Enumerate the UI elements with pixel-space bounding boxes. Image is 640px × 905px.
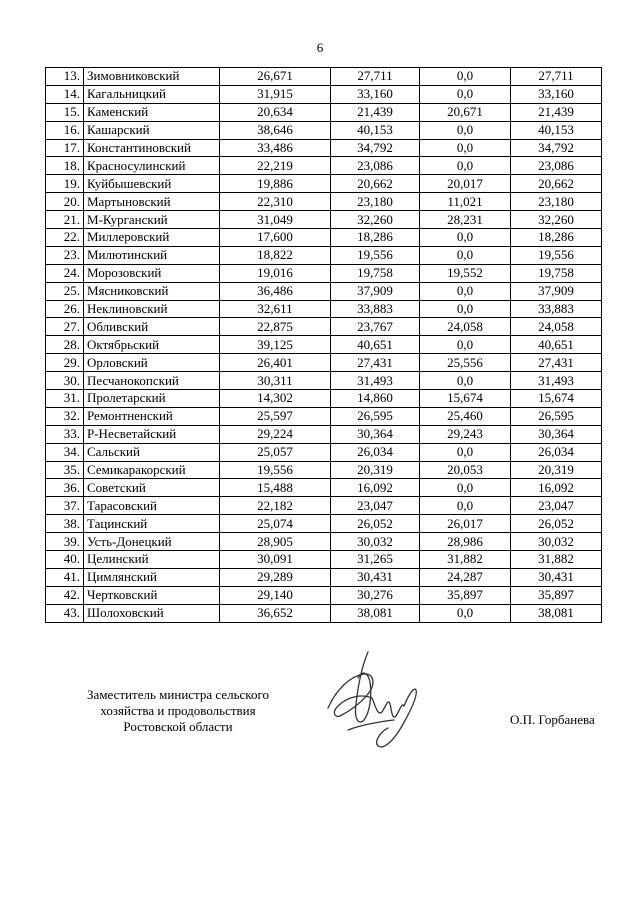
district-name: Шолоховский: [84, 604, 220, 622]
table-row: [46, 604, 602, 622]
row-number: 16.: [46, 121, 84, 139]
district-name: Тарасовский: [84, 497, 220, 515]
value-cell: 25,074: [220, 515, 331, 533]
row-number: 29.: [46, 354, 84, 372]
value-cell: 20,017: [420, 175, 511, 193]
table-row: [46, 246, 602, 264]
value-cell: 38,081: [511, 604, 602, 622]
value-cell: 25,460: [420, 407, 511, 425]
value-cell: 21,439: [511, 103, 602, 121]
district-name: Целинский: [84, 551, 220, 569]
value-cell: 26,595: [331, 407, 420, 425]
district-name: Красносулинский: [84, 157, 220, 175]
value-cell: 32,611: [220, 300, 331, 318]
district-name: Октябрьский: [84, 336, 220, 354]
value-cell: 21,439: [331, 103, 420, 121]
value-cell: 29,140: [220, 586, 331, 604]
district-name: Орловский: [84, 354, 220, 372]
value-cell: 30,276: [331, 586, 420, 604]
value-cell: 31,882: [420, 551, 511, 569]
value-cell: 16,092: [511, 479, 602, 497]
value-cell: 33,883: [331, 300, 420, 318]
row-number: 36.: [46, 479, 84, 497]
district-name: Усть-Донецкий: [84, 533, 220, 551]
value-cell: 20,319: [331, 461, 420, 479]
value-cell: 0,0: [420, 479, 511, 497]
value-cell: 19,556: [331, 246, 420, 264]
value-cell: 19,886: [220, 175, 331, 193]
value-cell: 33,160: [511, 85, 602, 103]
row-number: 26.: [46, 300, 84, 318]
value-cell: 20,671: [420, 103, 511, 121]
row-number: 14.: [46, 85, 84, 103]
row-number: 27.: [46, 318, 84, 336]
row-number: 21.: [46, 211, 84, 229]
district-name: Цимлянский: [84, 568, 220, 586]
page-number: 6: [316, 40, 324, 55]
value-cell: 31,493: [511, 372, 602, 390]
value-cell: 34,792: [331, 139, 420, 157]
row-number: 19.: [46, 175, 84, 193]
table-row: [46, 157, 602, 175]
table-row: [46, 103, 602, 121]
value-cell: 16,092: [331, 479, 420, 497]
district-name: Кагальницкий: [84, 85, 220, 103]
value-cell: 37,909: [511, 282, 602, 300]
value-cell: 27,431: [331, 354, 420, 372]
row-number: 34.: [46, 443, 84, 461]
value-cell: 0,0: [420, 68, 511, 86]
row-number: 38.: [46, 515, 84, 533]
value-cell: 30,431: [331, 568, 420, 586]
row-number: 22.: [46, 229, 84, 247]
value-cell: 26,034: [511, 443, 602, 461]
district-name: Тацинский: [84, 515, 220, 533]
district-name: Пролетарский: [84, 390, 220, 408]
district-name: Миллеровский: [84, 229, 220, 247]
row-number: 32.: [46, 407, 84, 425]
table-row: [46, 264, 602, 282]
district-name: Зимовниковский: [84, 68, 220, 86]
district-name: Морозовский: [84, 264, 220, 282]
row-number: 13.: [46, 68, 84, 86]
table-row: [46, 425, 602, 443]
table-row: [46, 551, 602, 569]
district-name: Обливский: [84, 318, 220, 336]
position-line: Заместитель министра сельского: [87, 687, 269, 702]
value-cell: 33,486: [220, 139, 331, 157]
table-row: [46, 300, 602, 318]
value-cell: 14,860: [331, 390, 420, 408]
district-name: Константиновский: [84, 139, 220, 157]
value-cell: 38,646: [220, 121, 331, 139]
value-cell: 19,552: [420, 264, 511, 282]
value-cell: 40,651: [331, 336, 420, 354]
value-cell: 24,058: [420, 318, 511, 336]
district-name: Советский: [84, 479, 220, 497]
value-cell: 29,243: [420, 425, 511, 443]
value-cell: 34,792: [511, 139, 602, 157]
value-cell: 29,289: [220, 568, 331, 586]
value-cell: 23,086: [511, 157, 602, 175]
value-cell: 24,058: [511, 318, 602, 336]
value-cell: 14,302: [220, 390, 331, 408]
value-cell: 20,319: [511, 461, 602, 479]
row-number: 42.: [46, 586, 84, 604]
value-cell: 30,364: [511, 425, 602, 443]
data-table: [45, 67, 602, 623]
row-number: 18.: [46, 157, 84, 175]
value-cell: 19,016: [220, 264, 331, 282]
value-cell: 31,882: [511, 551, 602, 569]
value-cell: 27,711: [511, 68, 602, 86]
row-number: 15.: [46, 103, 84, 121]
value-cell: 19,556: [220, 461, 331, 479]
row-number: 25.: [46, 282, 84, 300]
row-number: 31.: [46, 390, 84, 408]
row-number: 17.: [46, 139, 84, 157]
value-cell: 0,0: [420, 85, 511, 103]
value-cell: 28,986: [420, 533, 511, 551]
value-cell: 15,674: [420, 390, 511, 408]
value-cell: 17,600: [220, 229, 331, 247]
value-cell: 31,493: [331, 372, 420, 390]
row-number: 37.: [46, 497, 84, 515]
value-cell: 23,086: [331, 157, 420, 175]
value-cell: 0,0: [420, 139, 511, 157]
value-cell: 35,897: [511, 586, 602, 604]
value-cell: 18,286: [331, 229, 420, 247]
row-number: 28.: [46, 336, 84, 354]
value-cell: 27,431: [511, 354, 602, 372]
row-number: 41.: [46, 568, 84, 586]
table-row: [46, 336, 602, 354]
value-cell: 36,486: [220, 282, 331, 300]
table-row: [46, 390, 602, 408]
table-row: [46, 586, 602, 604]
value-cell: 26,017: [420, 515, 511, 533]
value-cell: 23,180: [511, 193, 602, 211]
value-cell: 33,160: [331, 85, 420, 103]
value-cell: 27,711: [331, 68, 420, 86]
table-row: [46, 282, 602, 300]
table-row: [46, 372, 602, 390]
row-number: 35.: [46, 461, 84, 479]
district-name: Сальский: [84, 443, 220, 461]
value-cell: 26,052: [331, 515, 420, 533]
value-cell: 20,634: [220, 103, 331, 121]
value-cell: 26,595: [511, 407, 602, 425]
value-cell: 23,767: [331, 318, 420, 336]
value-cell: 22,182: [220, 497, 331, 515]
value-cell: 31,265: [331, 551, 420, 569]
value-cell: 11,021: [420, 193, 511, 211]
table-row: [46, 193, 602, 211]
table-row: [46, 121, 602, 139]
table-row: [46, 407, 602, 425]
value-cell: 19,758: [511, 264, 602, 282]
row-number: 23.: [46, 246, 84, 264]
district-name: М-Курганский: [84, 211, 220, 229]
position-line: Ростовской области: [123, 719, 233, 734]
table-row: [46, 139, 602, 157]
row-number: 20.: [46, 193, 84, 211]
value-cell: 30,311: [220, 372, 331, 390]
value-cell: 26,034: [331, 443, 420, 461]
value-cell: 40,651: [511, 336, 602, 354]
value-cell: 29,224: [220, 425, 331, 443]
value-cell: 0,0: [420, 246, 511, 264]
value-cell: 15,488: [220, 479, 331, 497]
row-number: 39.: [46, 533, 84, 551]
value-cell: 30,364: [331, 425, 420, 443]
table-row: [46, 479, 602, 497]
row-number: 40.: [46, 551, 84, 569]
district-name: Каменский: [84, 103, 220, 121]
table-row: [46, 68, 602, 86]
value-cell: 0,0: [420, 157, 511, 175]
value-cell: 22,219: [220, 157, 331, 175]
value-cell: 20,662: [511, 175, 602, 193]
district-name: Милютинский: [84, 246, 220, 264]
value-cell: 0,0: [420, 336, 511, 354]
value-cell: 33,883: [511, 300, 602, 318]
district-name: Ремонтненский: [84, 407, 220, 425]
table-row: [46, 318, 602, 336]
value-cell: 23,047: [331, 497, 420, 515]
value-cell: 32,260: [511, 211, 602, 229]
district-name: Неклиновский: [84, 300, 220, 318]
value-cell: 23,047: [511, 497, 602, 515]
value-cell: 15,674: [511, 390, 602, 408]
district-name: Куйбышевский: [84, 175, 220, 193]
table-row: [46, 533, 602, 551]
value-cell: 31,049: [220, 211, 331, 229]
value-cell: 36,652: [220, 604, 331, 622]
value-cell: 18,286: [511, 229, 602, 247]
value-cell: 25,057: [220, 443, 331, 461]
value-cell: 19,758: [331, 264, 420, 282]
value-cell: 30,032: [331, 533, 420, 551]
value-cell: 22,875: [220, 318, 331, 336]
district-name: Чертковский: [84, 586, 220, 604]
table-row: [46, 175, 602, 193]
table-row: [46, 461, 602, 479]
table-row: [46, 568, 602, 586]
row-number: 43.: [46, 604, 84, 622]
value-cell: 20,053: [420, 461, 511, 479]
value-cell: 24,287: [420, 568, 511, 586]
district-name: Мясниковский: [84, 282, 220, 300]
value-cell: 30,032: [511, 533, 602, 551]
value-cell: 37,909: [331, 282, 420, 300]
value-cell: 22,310: [220, 193, 331, 211]
signatory-position: [62, 687, 294, 735]
value-cell: 30,091: [220, 551, 331, 569]
district-name: Песчанокопский: [84, 372, 220, 390]
value-cell: 18,822: [220, 246, 331, 264]
value-cell: 26,052: [511, 515, 602, 533]
position-line: хозяйства и продовольствия: [100, 703, 256, 718]
value-cell: 25,556: [420, 354, 511, 372]
value-cell: 31,915: [220, 85, 331, 103]
value-cell: 40,153: [511, 121, 602, 139]
signer-name: О.П. Горбанева: [510, 712, 595, 727]
table-row: [46, 211, 602, 229]
value-cell: 35,897: [420, 586, 511, 604]
value-cell: 25,597: [220, 407, 331, 425]
row-number: 30.: [46, 372, 84, 390]
value-cell: 0,0: [420, 443, 511, 461]
district-name: Семикаракорский: [84, 461, 220, 479]
table-row: [46, 229, 602, 247]
value-cell: 20,662: [331, 175, 420, 193]
value-cell: 32,260: [331, 211, 420, 229]
district-name: Мартыновский: [84, 193, 220, 211]
value-cell: 0,0: [420, 300, 511, 318]
value-cell: 0,0: [420, 282, 511, 300]
value-cell: 28,231: [420, 211, 511, 229]
table-row: [46, 497, 602, 515]
table-body: [46, 68, 602, 623]
row-number: 24.: [46, 264, 84, 282]
value-cell: 0,0: [420, 121, 511, 139]
value-cell: 0,0: [420, 604, 511, 622]
value-cell: 0,0: [420, 497, 511, 515]
value-cell: 0,0: [420, 229, 511, 247]
value-cell: 38,081: [331, 604, 420, 622]
value-cell: 30,431: [511, 568, 602, 586]
value-cell: 23,180: [331, 193, 420, 211]
value-cell: 0,0: [420, 372, 511, 390]
row-number: 33.: [46, 425, 84, 443]
value-cell: 26,401: [220, 354, 331, 372]
value-cell: 40,153: [331, 121, 420, 139]
value-cell: 28,905: [220, 533, 331, 551]
value-cell: 39,125: [220, 336, 331, 354]
value-cell: 26,671: [220, 68, 331, 86]
district-name: Кашарский: [84, 121, 220, 139]
value-cell: 19,556: [511, 246, 602, 264]
table-row: [46, 354, 602, 372]
handwritten-signature: [318, 646, 422, 754]
table-row: [46, 85, 602, 103]
district-name: Р-Несветайский: [84, 425, 220, 443]
table-row: [46, 515, 602, 533]
table-row: [46, 443, 602, 461]
